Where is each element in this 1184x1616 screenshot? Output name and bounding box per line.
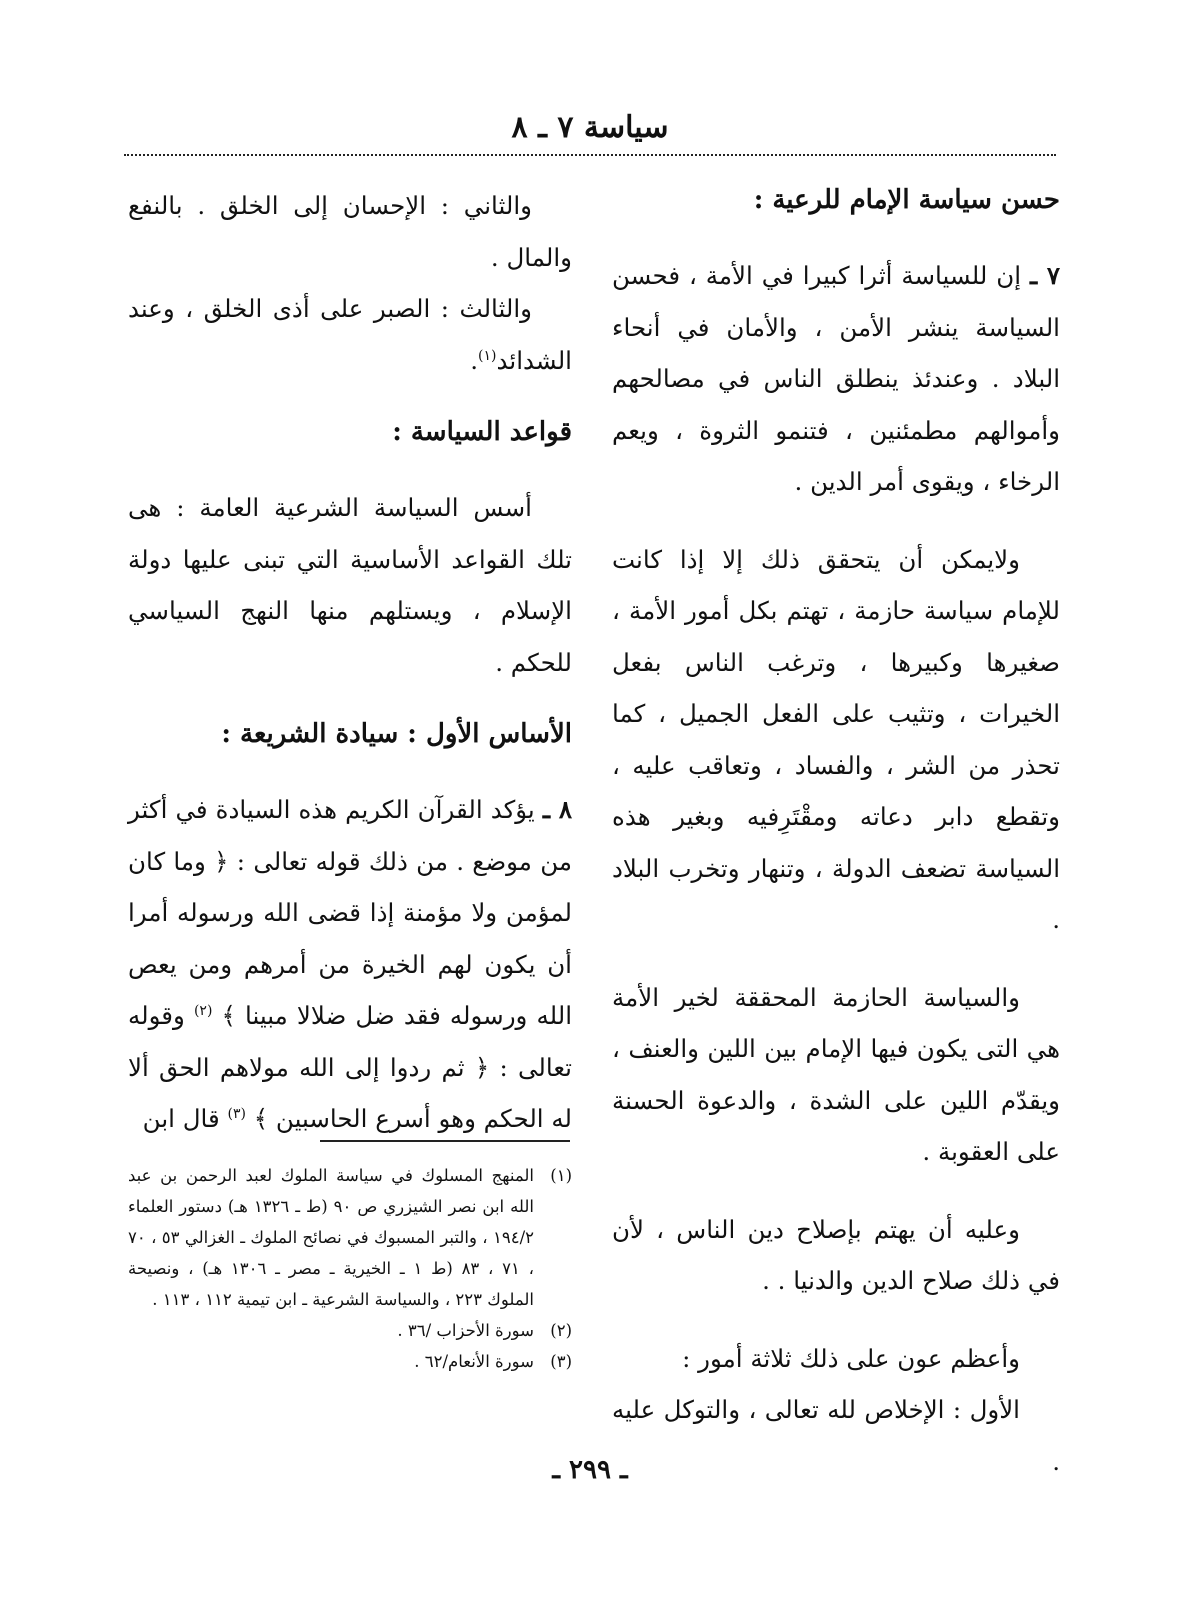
paragraph: والسياسة الحازمة المحققة لخير الأمة هي التى يكون فيها الإمام بين اللين والعنف ، ويقدّم اللين على الشدة ، والدعوة الحسنة على العقوبة . (612, 982, 1060, 1166)
page-number: ـ ٢٩٩ ـ (552, 1455, 628, 1485)
paragraph-8 (128, 784, 572, 1145)
paragraph: ولايمكن أن يتحقق ذلك إلا إذا كانت للإمام سياسة حازمة ، تهتم بكل أمور الأمة ، صغيرها وكبيرها ، وترغب الناس بفعل الخيرات ، وتثيب على الفعل الجميل ، كما تحذر من الشر ، والفساد ، وتعاقب عليه ، وتقطع دابر دعاته ومقْتَرِفيه وبغير هذه السياسة تضعف الدولة ، وتنهار وتخرب البلاد . (612, 544, 1060, 934)
footnote-ref: (٣) (227, 1105, 246, 1122)
footnote-separator (320, 1140, 570, 1142)
footnote (128, 1315, 572, 1346)
running-header: سياسة ٧ ـ ٨ (511, 110, 669, 145)
footnote-text: المنهج المسلوك في سياسة الملوك لعبد الرحمن بن عبد الله ابن نصر الشيزري ص ٩٠ (ط ـ ١٣٢٦ هـ) دستور العلماء ١٩٤/٢ ، والتبر المسبوك في نصائح الملوك ـ الغزالي ٥٣ ، ٧٠ ، ٧١ ، ٨٣ (ط ١ ـ الخيرية ـ مصر ـ ١٣٠٦ هـ) ، ونصيحة الملوك ٢٢٣ ، والسياسة الشرعية ـ ابن تيمية ١١٢ ، ١١٣ . (128, 1166, 535, 1309)
right-column (612, 180, 1060, 1513)
footnote (128, 1160, 572, 1315)
footnote-ref: (٢) (193, 1002, 213, 1019)
footnote-text: سورة الأحزاب /٣٦ . (397, 1321, 534, 1340)
footnotes (128, 1160, 572, 1377)
paragraph: أسس السياسة الشرعية العامة : هى تلك القواعد الأساسية التي تبنى عليها دولة الإسلام ، ويستلهم منها النهج السياسي للحكم . (128, 493, 572, 677)
paragraph (128, 283, 572, 386)
footnote-number: (١) (550, 1166, 572, 1185)
footnote-number: (٢) (550, 1321, 572, 1340)
left-column (128, 180, 572, 1171)
footnote-text: سورة الأنعام/٦٢ . (414, 1352, 534, 1371)
paragraph: الأول : الإخلاص لله تعالى ، والتوكل عليه . (612, 1395, 1060, 1476)
paragraph-text: والثالث : الصبر على أذى الخلق ، وعند الشدائد (128, 294, 572, 375)
paragraph: وعليه أن يهتم بإصلاح دين الناس ، لأن في ذلك صلاح الدين والدنيا . . (612, 1214, 1060, 1295)
paragraph-text: إن للسياسة أثرا كبيرا في الأمة ، فحسن السياسة ينشر الأمن ، والأمان في أنحاء البلاد . وعندئذ ينطلق الناس في مصالحهم وأموالهم مطمئنين ، فتنمو الثروة ، ويعم الرخاء ، ويقوى أمر الدين . (612, 261, 1060, 496)
paragraph: والثاني : الإحسان إلى الخلق . بالنفع والمال . (128, 191, 572, 272)
section-heading-rules: قواعد السياسة : (392, 417, 572, 447)
header-dotted-rule (124, 154, 1056, 156)
paragraph-text: وقوله تعالى : ﴿ ثم ردوا إلى الله مولاهم الحق ألا له الحكم وهو أسرع الحاسبين ﴾ (128, 1001, 572, 1133)
section-heading-first-basis: الأساس الأول : سيادة الشريعة : (221, 719, 572, 749)
paragraph: وأعظم عون على ذلك ثلاثة أمور : (682, 1343, 1020, 1373)
paragraph-7 (612, 250, 1060, 508)
paragraph-text-end: . (470, 345, 479, 375)
footnote (128, 1346, 572, 1377)
paragraph-text: قال ابن (142, 1104, 220, 1133)
paragraph-text: يؤكد القرآن الكريم هذه السيادة في أكثر من موضع . من ذلك قوله تعالى : ﴿ وما كان لمؤمن ولا مؤمنة إذا قضى الله ورسوله أمرا أن يكون لهم الخيرة من أمرهم ومن يعص الله ورسوله فقد ضل ضلالا مبينا ﴾ (128, 795, 572, 1030)
paragraph-number: ٧ ـ (1029, 261, 1060, 290)
footnote-ref: (١) (478, 347, 497, 364)
paragraph-number: ٨ ـ (542, 795, 572, 824)
footnote-number: (٣) (550, 1352, 572, 1371)
section-heading-imam-policy: حسن سياسة الإمام للرعية : (753, 185, 1060, 215)
